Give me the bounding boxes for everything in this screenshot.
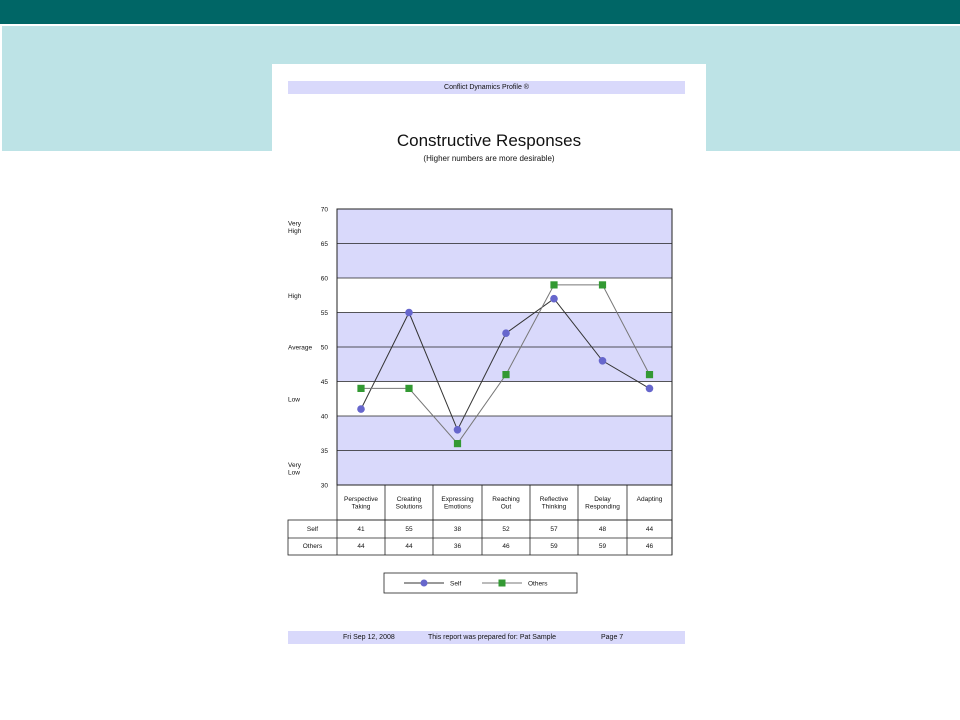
table-value-0-0: 41: [357, 526, 365, 533]
ytick-label-65: 65: [320, 241, 328, 248]
category-label-5: Delay Responding: [585, 496, 620, 511]
top-bar: [0, 0, 960, 24]
table-value-0-6: 44: [645, 526, 654, 533]
table-value-1-0: 44: [357, 543, 365, 550]
ytick-label-50: 50: [320, 344, 328, 352]
table-value-1-2: 36: [453, 543, 462, 550]
chart: [272, 64, 706, 604]
point-self-1: [405, 309, 413, 317]
table-value-1-4: 59: [550, 543, 558, 550]
category-label-1: Creating Solutions: [395, 496, 423, 511]
ytick-label-40: 40: [320, 413, 328, 421]
category-label-2: Expressing Emotions: [441, 496, 474, 511]
point-others-0: [357, 385, 364, 392]
category-label-3: Reaching Out: [492, 496, 520, 511]
table-value-0-1: 55: [405, 526, 413, 533]
footer-date: Fri Sep 12, 2008: [343, 634, 395, 641]
band-label-4: Very Low: [288, 461, 302, 477]
table-value-0-5: 48: [598, 526, 607, 533]
table-series-label-1: Others: [302, 543, 323, 550]
category-label-4: Reflective Thinking: [539, 496, 569, 511]
ytick-label-30: 30: [320, 482, 328, 490]
table-value-1-6: 46: [645, 543, 654, 550]
band-label-2: Average: [288, 344, 313, 352]
chart-title: Constructive Responses: [396, 131, 582, 150]
legend-marker-1: [499, 580, 506, 587]
ytick-label-55: 55: [320, 310, 328, 317]
table-border: [288, 520, 672, 555]
ytick-label-60: 60: [320, 275, 328, 283]
ytick-label-45: 45: [320, 379, 328, 386]
table-value-0-2: 38: [453, 526, 462, 533]
point-others-2: [454, 440, 461, 447]
table-value-1-1: 44: [405, 543, 413, 550]
band-3: [337, 382, 672, 417]
table-value-1-5: 59: [598, 543, 607, 550]
chart-subtitle: (Higher numbers are more desirable): [423, 154, 555, 163]
table-value-0-3: 52: [502, 526, 510, 533]
legend-marker-0: [421, 580, 428, 587]
point-self-2: [454, 426, 462, 434]
point-self-6: [646, 385, 654, 393]
point-self-0: [357, 405, 365, 413]
report-header: Conflict Dynamics Profile ®: [288, 81, 685, 94]
footer-page: Page 7: [601, 634, 624, 641]
table-series-label-0: Self: [306, 526, 319, 533]
band-label-3: Low: [288, 396, 300, 404]
point-others-4: [550, 281, 557, 288]
point-others-5: [599, 281, 606, 288]
band-label-1: High: [288, 292, 302, 300]
ytick-label-70: 70: [320, 206, 328, 214]
report-page: [272, 64, 706, 664]
category-label-0: Perspective Taking: [344, 496, 378, 511]
band-label-0: Very High: [288, 220, 302, 235]
category-label-6: Adapting: [636, 496, 663, 503]
table-value-1-3: 46: [502, 543, 510, 550]
footer-prepared: This report was prepared for: Pat Sample: [428, 634, 557, 641]
point-self-3: [502, 329, 510, 337]
legend-label-1: Others: [528, 580, 548, 588]
point-self-5: [599, 357, 607, 365]
ytick-label-35: 35: [320, 448, 328, 455]
point-others-1: [405, 385, 412, 392]
band-1: [337, 278, 672, 313]
point-others-3: [502, 371, 509, 378]
report-footer: [288, 631, 685, 644]
point-self-4: [550, 295, 558, 303]
table-value-0-4: 57: [550, 526, 558, 533]
point-others-6: [646, 371, 653, 378]
legend-label-0: Self: [450, 580, 462, 588]
